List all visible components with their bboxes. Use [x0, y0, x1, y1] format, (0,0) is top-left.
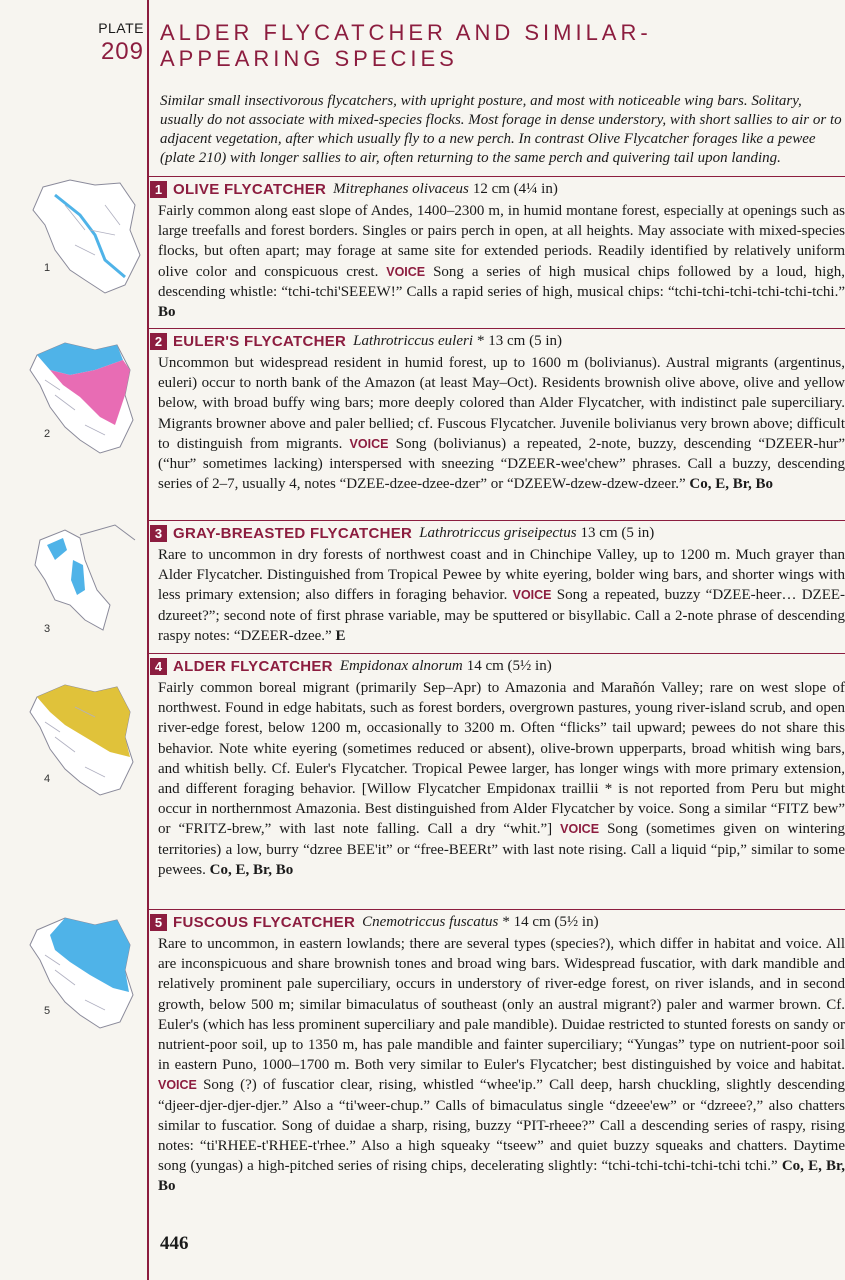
map-label: 5 [44, 1005, 51, 1017]
species-description [149, 201, 845, 322]
species-header [149, 653, 845, 678]
species-number: 4 [150, 658, 167, 675]
voice-label: VOICE [560, 822, 600, 837]
country-codes: Bo [158, 304, 176, 321]
species-number: 1 [150, 181, 167, 198]
intro-paragraph: Similar small insectivorous flycatchers, with upright posture, and most with noticeable wing bars. Solitary, usually do not associate with mixed-species flocks. Most forage in dense understory, with short sallies to air or to adjacent vegetation, after which usually fly to a new perch. In contrast Olive Flycatcher forages like a pewee (plate 210) with longer sallies to air, often returning to the same perch and quivering tail upon landing. [160, 93, 842, 166]
description-text: Uncommon but widespread resident in humid forest, up to 1600 m (bolivianus). Austral migrants (argentinus, euleri) occur to north bank of the Amazon (at least May–Oct). Residents brownish olive above, olive and yellow below, with broad buffy wing bars; more deeply colored than Alder Flycatcher, with indistinct pale superciliary. Migrants browner above and paler bellied; cf. Fuscous Flycatcher. Juvenile bolivianus very brown above; difficult to distinguish from migrants. [158, 355, 845, 452]
species-entry-1 [149, 176, 845, 322]
description-text: Rare to uncommon, in eastern lowlands; there are several types (species?), which differ in habitat and voice. All are inconspicuous and share brownish tones and broad wing bars. Widespread fuscatior, with dark mandible and relatively prominent pale superciliary, occurs in understory of river-edge forest, on river islands, and in second growth, below 500 m; similar bimaculatus of southeast (only an austral migrant?) paler and warmer brown. Cf. Euler's (which has less prominent superciliary and pale mandible). Duidae restricted to stunted forests on sandy or nutrient-poor soil, up to 1350 m, has pale mandible and fainter superciliary; “Yungas” type on nutrient-poor soil in eastern Puno, 1000–1700 m. Both very similar to Euler's Flycatcher; best distinguished by voice and habitat. [158, 936, 845, 1074]
species-scientific-name: Empidonax alnorum [339, 657, 463, 674]
species-size: 13 cm (5 in) [580, 524, 655, 541]
species-scientific-name: Lathrotriccus griseipectus [419, 524, 577, 541]
voice-text: Song (sometimes given on wintering territories) a low, burry “dzree BEE'it” or “free-BEERt” with last note rising. Call a liquid “pip,” similar to some pewees. [158, 821, 845, 878]
country-codes: Co, E, Br, Bo [689, 476, 774, 493]
voice-text: Song (?) of fuscatior clear, rising, whistled “whee'ip.” Call deep, harsh chuckling, slightly descending “djeer-djer-djer-djer.” Also a “ti'weer-chup.” Calls of bimaculatus single “dzeee'ew” or “dzreee?,” also chatters similar to fuscatior. Song of duidae a sharp, rising, buzzy “PIT-rheee?” Call a descending series of raspy, rising notes: “ti'RHEE-t'RHEE-t'rhee.” Also a high squeaky “tseew” and quiet buzzy squeaks and chatters. Daytime song (yungas) a high-pitched series of rising chips, decelerating slightly: “tchi-tchi-tchi-tchi-tchi tchi.” [158, 1077, 845, 1175]
description-text: Fairly common along east slope of Andes, 1400–2300 m, in humid montane forest, especially at openings such as large treefalls and forest borders. Singles or pairs perch in open, at all heights. May associate with mixed-species flocks, but often apart; may forage at same site for extended periods. Readily identified by relatively uniform olive color and conspicuous crest. [158, 203, 845, 280]
voice-label: VOICE [158, 1078, 197, 1093]
species-entry-3 [149, 520, 845, 646]
species-description [149, 545, 845, 646]
page-title [160, 20, 830, 72]
species-scientific-name: Lathrotriccus euleri [353, 332, 474, 349]
map-label: 4 [44, 773, 51, 785]
map-label: 3 [44, 623, 51, 635]
species-number: 3 [150, 525, 167, 542]
species-name: FUSCOUS FLYCATCHER [173, 913, 356, 931]
species-number: 2 [150, 333, 167, 350]
range-map-icon [25, 175, 145, 295]
plate-label: PLATE [98, 20, 144, 36]
plate-number: 209 [100, 38, 144, 65]
species-size: * 13 cm (5 in) [477, 332, 562, 349]
species-size: * 14 cm (5½ in) [502, 913, 599, 930]
country-codes: Co, E, Br, Bo [209, 861, 294, 878]
species-header [149, 909, 845, 934]
species-description [149, 678, 845, 880]
voice-text: Song a repeated, buzzy “DZEE-heer… DZEE-dzureet?”; second note of first phrase variable, may be sputtered or bisyllabic. Call a 2-note phrase of descending raspy notes: “DZEER-dzee.” [158, 587, 845, 644]
country-codes: Co, E, Br, Bo [158, 1158, 845, 1195]
species-name: GRAY-BREASTED FLYCATCHER [173, 524, 413, 542]
range-map-icon [25, 910, 145, 1030]
species-entry-5 [149, 909, 845, 1197]
species-number: 5 [150, 914, 167, 931]
species-description [149, 353, 845, 494]
country-codes: E [335, 627, 346, 644]
species-header [149, 520, 845, 545]
voice-label: VOICE [386, 264, 426, 279]
species-size: 14 cm (5½ in) [466, 657, 552, 674]
page-number: 446 [160, 1233, 189, 1254]
species-entry-4 [149, 653, 845, 880]
voice-text: Song a series of high musical chips followed by a loud, high, descending whistle: “tchi-tchi'SEEEW!” Calls a rapid series of high, musical chips: “tchi-tchi-tchi-tchi-tchi-tchi.” [158, 263, 845, 300]
species-scientific-name: Cnemotriccus fuscatus [362, 913, 499, 930]
voice-label: VOICE [349, 436, 389, 451]
species-header [149, 328, 845, 353]
species-header [149, 176, 845, 201]
species-entry-2 [149, 328, 845, 494]
title-line-1: ALDER FLYCATCHER AND SIMILAR- [160, 20, 652, 45]
species-description [149, 934, 845, 1197]
species-name: EULER'S FLYCATCHER [173, 332, 347, 350]
voice-label: VOICE [512, 588, 552, 603]
species-size: 12 cm (4¼ in) [472, 180, 558, 197]
range-map-icon [25, 335, 145, 455]
description-text: Rare to uncommon in dry forests of northwest coast and in Chinchipe Valley, up to 1200 m. Much grayer than Alder Flycatcher. Distinguished from Tropical Pewee by white eyering, bolder wing bars, and shorter wings with less primary extension; also differs in foraging behavior. [158, 547, 845, 604]
species-name: OLIVE FLYCATCHER [173, 180, 327, 198]
range-map-icon [25, 520, 145, 640]
description-text: Fairly common boreal migrant (primarily Sep–Apr) to Amazonia and Marañón Valley; rare on west slope of northwest. Found in edge habitats, such as forest borders, overgrown pastures, young river-island scrub, and open river-edge forest, below 1200 m, occasionally to 3200 m. Often “flicks” tail upward; pewees do not share this behavior. Note white eyering (sometimes reduced or absent), olive-brown upperparts, broad whitish wing bars, and whitish belly. Cf. Euler's Flycatcher. Tropical Pewee larger, has longer wings with more primary extension, and different foraging behavior. [Willow Flycatcher Empidonax traillii * is not reported from Peru but might occur in northernmost Amazonia. Best distinguished from Alder Flycatcher by voice. Song a similar “FITZ bew” or “FRITZ-brew,” with last note falling. Call a dry “whit.”] [158, 680, 845, 838]
species-scientific-name: Mitrephanes olivaceus [333, 180, 469, 197]
map-label: 2 [44, 428, 51, 440]
range-map-icon [25, 677, 145, 797]
title-line-2: APPEARING SPECIES [160, 46, 458, 71]
voice-text: Song (bolivianus) a repeated, 2-note, buzzy, descending “DZEER-hur” (“hur” sometimes lacking) interspersed with sneezing “DZEER-wee'chew” phrases. Call a buzzy, descending series of 2–7, usually 4, notes “DZEE-dzee-dzee-dzer” or “DZEEW-dzew-dzew-dzeer.” [158, 435, 845, 493]
map-label: 1 [44, 262, 51, 274]
species-name: ALDER FLYCATCHER [173, 657, 333, 675]
